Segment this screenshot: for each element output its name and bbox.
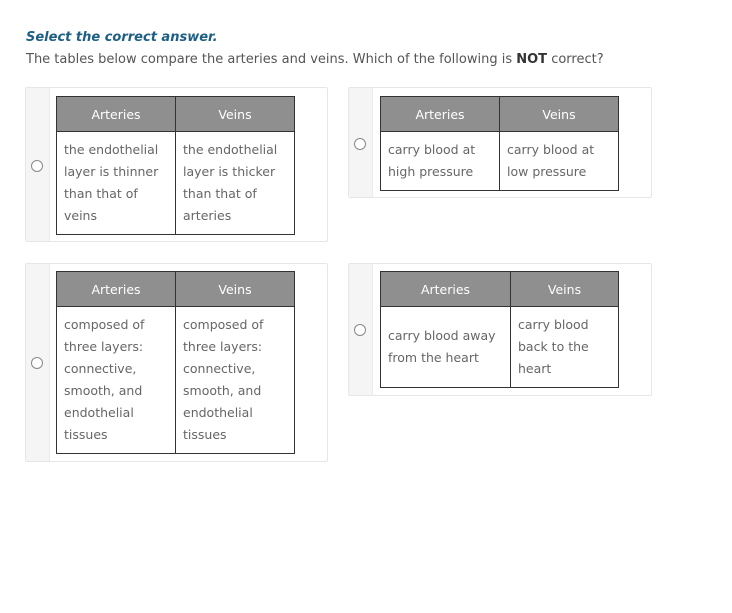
veins-header: Veins [511,272,619,307]
veins-header: Veins [176,97,295,132]
arteries-header: Arteries [381,97,500,132]
instruction-text: Select the correct answer. [26,30,218,45]
comparison-table-a [56,96,295,235]
arteries-header: Arteries [381,272,511,307]
arteries-header: Arteries [57,272,176,307]
veins-cell: the endothelial layer is thicker than that of arteries [176,132,295,235]
arteries-cell: carry blood away from the heart [381,307,511,388]
answer-option-a[interactable] [25,87,328,242]
radio-button-d[interactable] [354,324,366,336]
answer-option-b[interactable] [348,87,652,198]
radio-button-a[interactable] [31,160,43,172]
arteries-cell: composed of three layers: connective, smooth, and endothelial tissues [57,307,176,454]
comparison-table-d [380,271,619,388]
veins-header: Veins [500,97,619,132]
answer-option-c[interactable] [25,263,328,462]
veins-header: Veins [176,272,295,307]
veins-cell: carry blood back to the heart [511,307,619,388]
comparison-table-c [56,271,295,454]
arteries-header: Arteries [57,97,176,132]
veins-cell: carry blood at low pressure [500,132,619,191]
veins-cell: composed of three layers: connective, smooth, and endothelial tissues [176,307,295,454]
radio-button-b[interactable] [354,138,366,150]
arteries-cell: carry blood at high pressure [381,132,500,191]
question-emphasis: NOT [516,52,548,67]
question-text-start: The tables below compare the arteries and veins. Which of the following is [26,52,517,67]
answer-option-d[interactable] [348,263,652,396]
question-text-end: correct? [547,52,604,67]
arteries-cell: the endothelial layer is thinner than that of veins [57,132,176,235]
radio-button-c[interactable] [31,357,43,369]
question-text [26,52,604,67]
comparison-table-b [380,96,619,191]
